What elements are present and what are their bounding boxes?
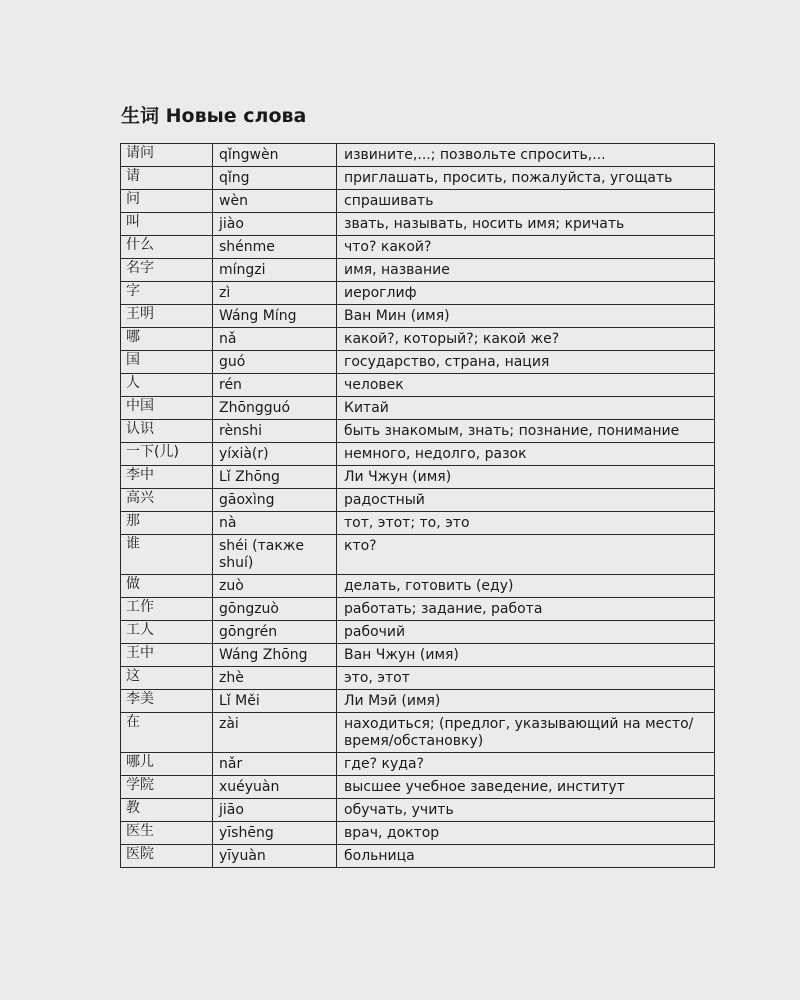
table-row — [121, 621, 715, 644]
vocabulary-table — [120, 143, 715, 868]
translation-cell: тот, этот; то, это — [337, 512, 715, 535]
table-row — [121, 397, 715, 420]
hanzi-cell: 什么 — [121, 236, 213, 259]
pinyin-cell: zì — [213, 282, 337, 305]
pinyin-cell: zài — [213, 713, 337, 753]
hanzi-cell: 高兴 — [121, 489, 213, 512]
pinyin-cell: jiào — [213, 213, 337, 236]
pinyin-cell: guó — [213, 351, 337, 374]
table-row — [121, 598, 715, 621]
translation-cell: что? какой? — [337, 236, 715, 259]
table-row — [121, 443, 715, 466]
hanzi-cell: 那 — [121, 512, 213, 535]
table-row — [121, 466, 715, 489]
hanzi-cell: 字 — [121, 282, 213, 305]
hanzi-cell: 王明 — [121, 305, 213, 328]
hanzi-cell: 工人 — [121, 621, 213, 644]
table-row — [121, 799, 715, 822]
pinyin-cell: gāoxìng — [213, 489, 337, 512]
pinyin-cell: zhè — [213, 667, 337, 690]
table-row — [121, 776, 715, 799]
pinyin-cell: yīyuàn — [213, 845, 337, 868]
pinyin-cell: yīshēng — [213, 822, 337, 845]
hanzi-cell: 医院 — [121, 845, 213, 868]
hanzi-cell: 国 — [121, 351, 213, 374]
translation-cell: спрашивать — [337, 190, 715, 213]
table-row — [121, 690, 715, 713]
translation-cell: радостный — [337, 489, 715, 512]
pinyin-cell: rén — [213, 374, 337, 397]
table-row — [121, 667, 715, 690]
hanzi-cell: 工作 — [121, 598, 213, 621]
pinyin-cell: míngzi — [213, 259, 337, 282]
table-row — [121, 644, 715, 667]
translation-cell: рабочий — [337, 621, 715, 644]
translation-cell: извините,...; позвольте спросить,... — [337, 144, 715, 167]
pinyin-cell: zuò — [213, 575, 337, 598]
pinyin-cell: nǎ — [213, 328, 337, 351]
translation-cell: какой?, который?; какой же? — [337, 328, 715, 351]
hanzi-cell: 医生 — [121, 822, 213, 845]
translation-cell: Ли Мэй (имя) — [337, 690, 715, 713]
translation-cell: находиться; (предлог, указывающий на место/время/обстановку) — [337, 713, 715, 753]
pinyin-cell: jiāo — [213, 799, 337, 822]
hanzi-cell: 认识 — [121, 420, 213, 443]
table-row — [121, 167, 715, 190]
table-row — [121, 259, 715, 282]
hanzi-cell: 教 — [121, 799, 213, 822]
pinyin-cell: Lǐ Měi — [213, 690, 337, 713]
hanzi-cell: 一下(儿) — [121, 443, 213, 466]
translation-cell: где? куда? — [337, 753, 715, 776]
table-row — [121, 845, 715, 868]
translation-cell: Ван Чжун (имя) — [337, 644, 715, 667]
translation-cell: обучать, учить — [337, 799, 715, 822]
translation-cell: врач, доктор — [337, 822, 715, 845]
hanzi-cell: 李中 — [121, 466, 213, 489]
pinyin-cell: wèn — [213, 190, 337, 213]
translation-cell: человек — [337, 374, 715, 397]
table-row — [121, 512, 715, 535]
hanzi-cell: 中国 — [121, 397, 213, 420]
table-row — [121, 489, 715, 512]
table-row — [121, 144, 715, 167]
table-row — [121, 713, 715, 753]
pinyin-cell: gōngrén — [213, 621, 337, 644]
hanzi-cell: 哪儿 — [121, 753, 213, 776]
pinyin-cell: xuéyuàn — [213, 776, 337, 799]
table-row — [121, 236, 715, 259]
translation-cell: государство, страна, нация — [337, 351, 715, 374]
pinyin-cell: nǎr — [213, 753, 337, 776]
hanzi-cell: 李美 — [121, 690, 213, 713]
pinyin-cell: qǐngwèn — [213, 144, 337, 167]
table-row — [121, 328, 715, 351]
hanzi-cell: 在 — [121, 713, 213, 753]
translation-cell: больница — [337, 845, 715, 868]
pinyin-cell: Wáng Míng — [213, 305, 337, 328]
hanzi-cell: 叫 — [121, 213, 213, 236]
translation-cell: работать; задание, работа — [337, 598, 715, 621]
translation-cell: немного, недолго, разок — [337, 443, 715, 466]
table-row — [121, 374, 715, 397]
pinyin-cell: Lǐ Zhōng — [213, 466, 337, 489]
table-row — [121, 190, 715, 213]
table-row — [121, 213, 715, 236]
table-row — [121, 420, 715, 443]
hanzi-cell: 这 — [121, 667, 213, 690]
table-row — [121, 822, 715, 845]
translation-cell: звать, называть, носить имя; кричать — [337, 213, 715, 236]
hanzi-cell: 请 — [121, 167, 213, 190]
pinyin-cell: shénme — [213, 236, 337, 259]
translation-cell: имя, название — [337, 259, 715, 282]
translation-cell: иероглиф — [337, 282, 715, 305]
translation-cell: Китай — [337, 397, 715, 420]
translation-cell: это, этот — [337, 667, 715, 690]
table-row — [121, 753, 715, 776]
pinyin-cell: nà — [213, 512, 337, 535]
hanzi-cell: 王中 — [121, 644, 213, 667]
hanzi-cell: 名字 — [121, 259, 213, 282]
pinyin-cell: yíxià(r) — [213, 443, 337, 466]
translation-cell: приглашать, просить, пожалуйста, угощать — [337, 167, 715, 190]
translation-cell: делать, готовить (еду) — [337, 575, 715, 598]
pinyin-cell: shéi (также shuí) — [213, 535, 337, 575]
hanzi-cell: 哪 — [121, 328, 213, 351]
table-row — [121, 351, 715, 374]
hanzi-cell: 学院 — [121, 776, 213, 799]
translation-cell: Ли Чжун (имя) — [337, 466, 715, 489]
pinyin-cell: gōngzuò — [213, 598, 337, 621]
hanzi-cell: 请问 — [121, 144, 213, 167]
hanzi-cell: 人 — [121, 374, 213, 397]
pinyin-cell: Zhōngguó — [213, 397, 337, 420]
table-row — [121, 305, 715, 328]
table-row — [121, 535, 715, 575]
pinyin-cell: rènshi — [213, 420, 337, 443]
translation-cell: высшее учебное заведение, институт — [337, 776, 715, 799]
translation-cell: быть знакомым, знать; познание, понимание — [337, 420, 715, 443]
vocabulary-table-body — [121, 144, 715, 868]
table-row — [121, 282, 715, 305]
translation-cell: кто? — [337, 535, 715, 575]
hanzi-cell: 谁 — [121, 535, 213, 575]
hanzi-cell: 问 — [121, 190, 213, 213]
pinyin-cell: Wáng Zhōng — [213, 644, 337, 667]
table-row — [121, 575, 715, 598]
translation-cell: Ван Мин (имя) — [337, 305, 715, 328]
pinyin-cell: qǐng — [213, 167, 337, 190]
page-title: 生词 Новые слова — [121, 105, 307, 127]
hanzi-cell: 做 — [121, 575, 213, 598]
